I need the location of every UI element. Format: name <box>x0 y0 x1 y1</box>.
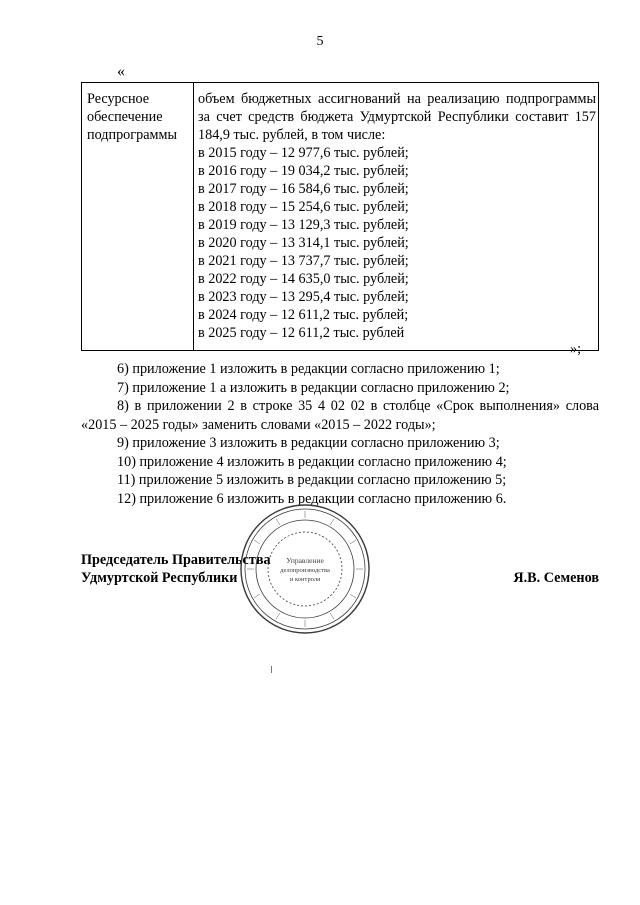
label-line: подпрограммы <box>87 127 177 143</box>
list-item: 8) в приложении 2 в строке 35 4 02 02 в столбце «Срок выполнения» слова «2015 – 2025 годы» заменить словами «2015 – 2022 годы»; <box>81 398 599 433</box>
list-item: 10) приложение 4 изложить в редакции согласно приложению 4; <box>117 453 507 470</box>
year-line: в 2020 году – 13 314,1 тыс. рублей; <box>198 235 409 251</box>
label-line: Ресурсное <box>87 91 150 107</box>
list-item: 9) приложение 3 изложить в редакции согласно приложению 3; <box>117 435 500 451</box>
official-stamp <box>238 502 372 636</box>
list-item: 12) приложение 6 изложить в редакции согласно приложению 6. <box>117 490 507 507</box>
signatory-title-line: Председатель Правительства <box>81 552 271 568</box>
closing-quote: »; <box>570 341 582 357</box>
stamp-line: и контроля <box>289 576 321 583</box>
funding-intro: объем бюджетных ассигнований на реализацию подпрограммы за счет средств бюджета Удмуртской Республики составит 157 184,9 тыс. рублей, в том числе: <box>198 91 596 143</box>
signatory-title-line: Удмуртской Республики <box>81 570 238 586</box>
opening-quote: « <box>117 63 125 80</box>
year-line: в 2023 году – 13 295,4 тыс. рублей; <box>198 289 409 305</box>
table-row <box>82 83 599 351</box>
list-item: 7) приложение 1 а изложить в редакции согласно приложению 2; <box>117 379 510 396</box>
stamp-line: делопроизводства <box>280 567 330 574</box>
label-line: обеспечение <box>87 109 163 125</box>
list-item: 6) приложение 1 изложить в редакции согласно приложению 1; <box>117 361 500 377</box>
signatory-name: Я.В. Семенов <box>513 570 599 586</box>
scan-mark <box>271 666 272 673</box>
resource-label-cell <box>82 83 194 351</box>
year-line: в 2022 году – 14 635,0 тыс. рублей; <box>198 271 409 287</box>
year-line: в 2018 году – 15 254,6 тыс. рублей; <box>198 199 409 215</box>
year-line: в 2015 году – 12 977,6 тыс. рублей; <box>198 145 409 161</box>
page-number: 5 <box>316 34 324 49</box>
year-line: в 2021 году – 13 737,7 тыс. рублей; <box>198 253 409 269</box>
amendment-list <box>81 360 599 508</box>
year-line: в 2025 году – 12 611,2 тыс. рублей <box>198 325 405 341</box>
year-line: в 2019 году – 13 129,3 тыс. рублей; <box>198 217 409 233</box>
resource-body-cell <box>194 83 599 351</box>
year-line: в 2024 году – 12 611,2 тыс. рублей; <box>198 307 409 323</box>
list-item: 11) приложение 5 изложить в редакции согласно приложению 5; <box>117 472 507 488</box>
stamp-line: Управление <box>286 556 324 565</box>
resource-table <box>81 82 599 351</box>
year-line: в 2016 году – 19 034,2 тыс. рублей; <box>198 163 409 179</box>
year-line: в 2017 году – 16 584,6 тыс. рублей; <box>198 181 409 197</box>
